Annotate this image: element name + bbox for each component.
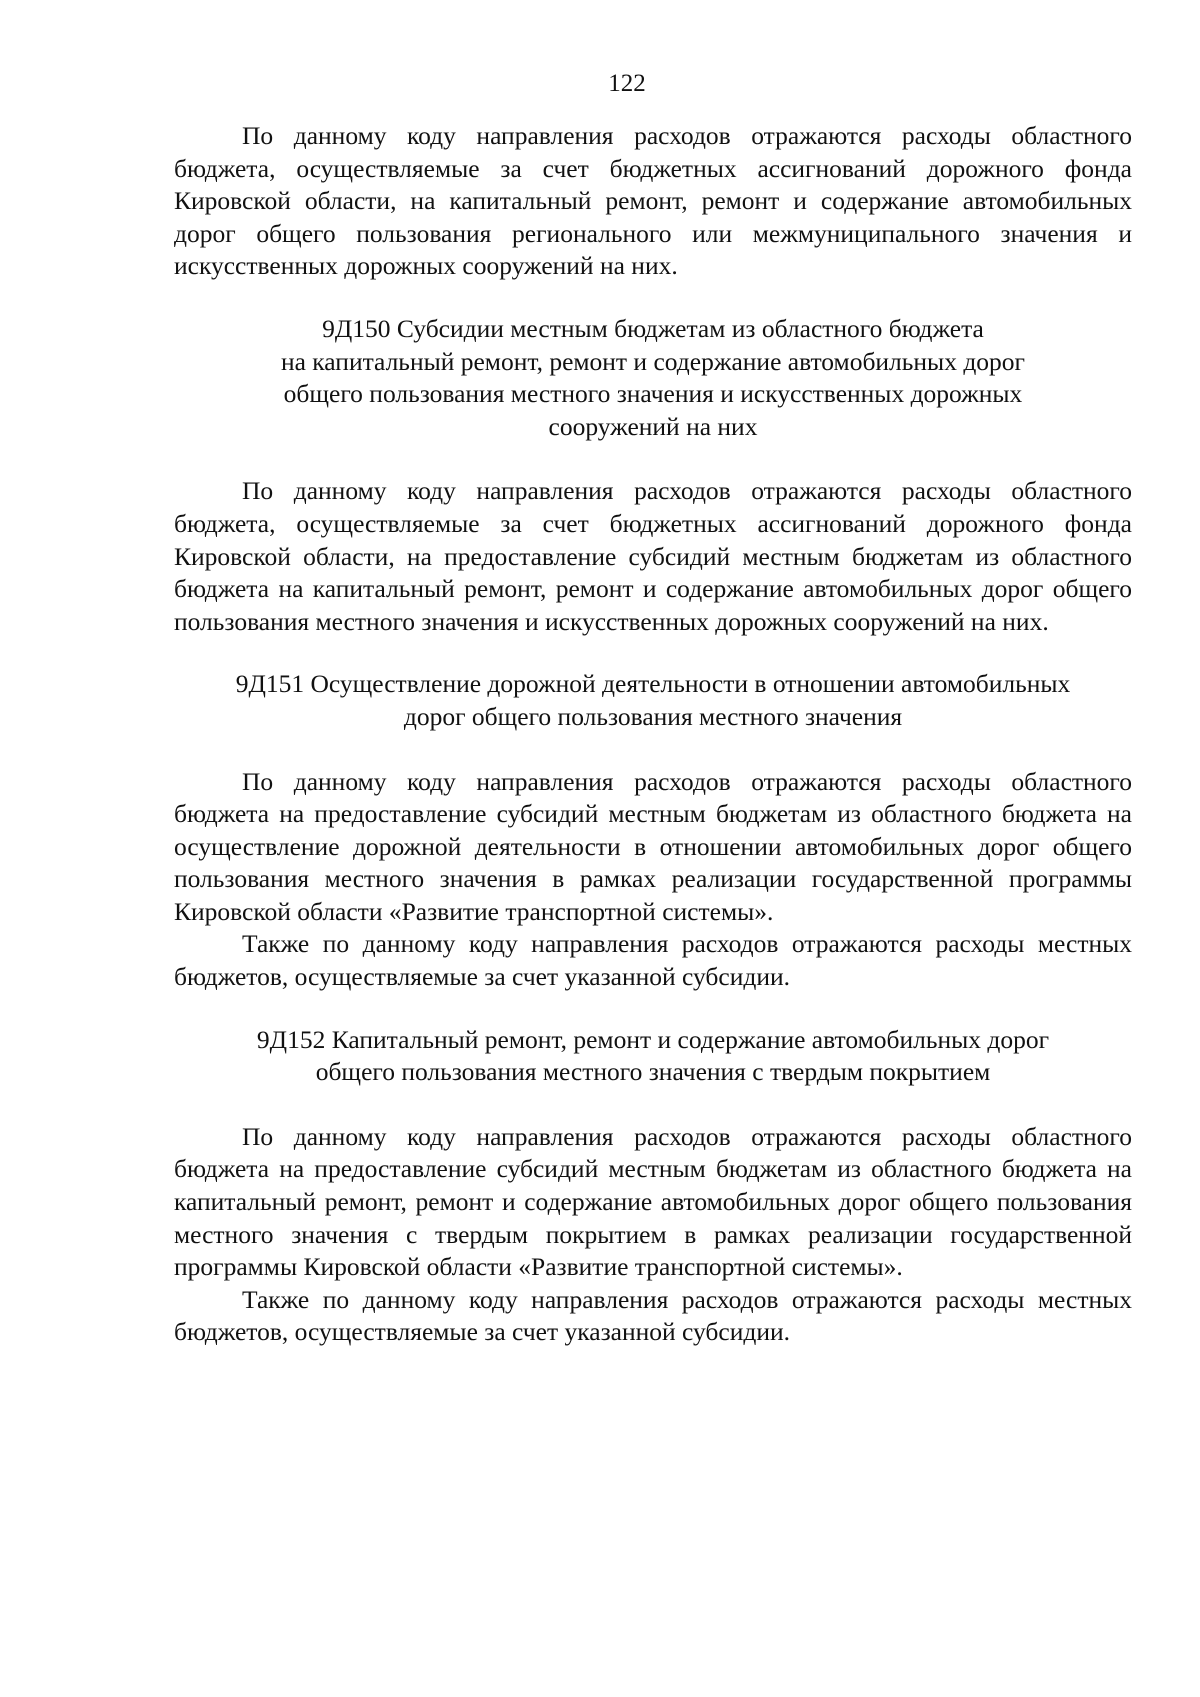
section-paragraph: Также по данному коду направления расходов отражаются расходы местных бюджетов, осуществляемые за счет указанной субсидии. [174, 1284, 1132, 1347]
heading-gap [174, 443, 1132, 475]
section-paragraph: По данному коду направления расходов отражаются расходы областного бюджета на предоставление субсидий местным бюджетам из областного бюджета на осуществление дорожной деятельности в отношении автомобильных дорог общего пользования местного значения в рамках реализации государственной программы Кировской области «Развитие транспортной системы». [174, 766, 1132, 926]
section-paragraph: По данному коду направления расходов отражаются расходы областного бюджета, осуществляемые за счет бюджетных ассигнований дорожного фонда Кировской области, на предоставление субсидий местным бюджетам из областного бюджета на капитальный ремонт, ремонт и содержание автомобильных дорог общего пользования местного значения и искусственных дорожных сооружений на них. [174, 476, 1132, 636]
section-gap [174, 638, 1132, 668]
section-paragraph: По данному коду направления расходов отражаются расходы областного бюджета на предоставление субсидий местным бюджетам из областного бюджета на капитальный ремонт, ремонт и содержание автомобильных дорог общего пользования местного значения с твердым покрытием в рамках реализации государственной программы Кировской области «Развитие транспортной системы». [174, 1121, 1132, 1282]
document-body [174, 120, 1132, 1349]
heading-line: 9Д150 Субсидии местным бюджетам из областного бюджета [322, 313, 984, 343]
heading-line: на капитальный ремонт, ремонт и содержание автомобильных дорог [280, 346, 1026, 376]
page-number: 122 [608, 70, 646, 97]
section-paragraph: Также по данному коду направления расходов отражаются расходы местных бюджетов, осуществляемые за счет указанной субсидии. [174, 929, 1132, 992]
heading-gap [174, 734, 1132, 766]
section-gap [174, 283, 1132, 313]
heading-line: 9Д151 Осуществление дорожной деятельности в отношении автомобильных [235, 669, 1071, 699]
heading-line: сооружений на них [548, 411, 758, 441]
section-9d152 [174, 1024, 1132, 1349]
section-heading [174, 1024, 1132, 1089]
heading-gap [174, 1089, 1132, 1121]
heading-line: 9Д152 Капитальный ремонт, ремонт и содержание автомобильных дорог [256, 1024, 1050, 1054]
heading-line: дорог общего пользования местного значения [403, 701, 903, 731]
section-heading [174, 313, 1132, 443]
intro-paragraph: По данному коду направления расходов отражаются расходы областного бюджета, осуществляемые за счет бюджетных ассигнований дорожного фонда Кировской области, на капитальный ремонт, ремонт и содержание автомобильных дорог общего пользования регионального или межмуниципального значения и искусственных дорожных сооружений на них. [174, 121, 1132, 281]
section-9d150 [174, 313, 1132, 638]
section-9d151 [174, 668, 1132, 993]
heading-line: общего пользования местного значения и искусственных дорожных [283, 379, 1023, 409]
heading-line: общего пользования местного значения с твердым покрытием [315, 1057, 991, 1087]
section-heading [174, 668, 1132, 733]
section-gap [174, 994, 1132, 1024]
